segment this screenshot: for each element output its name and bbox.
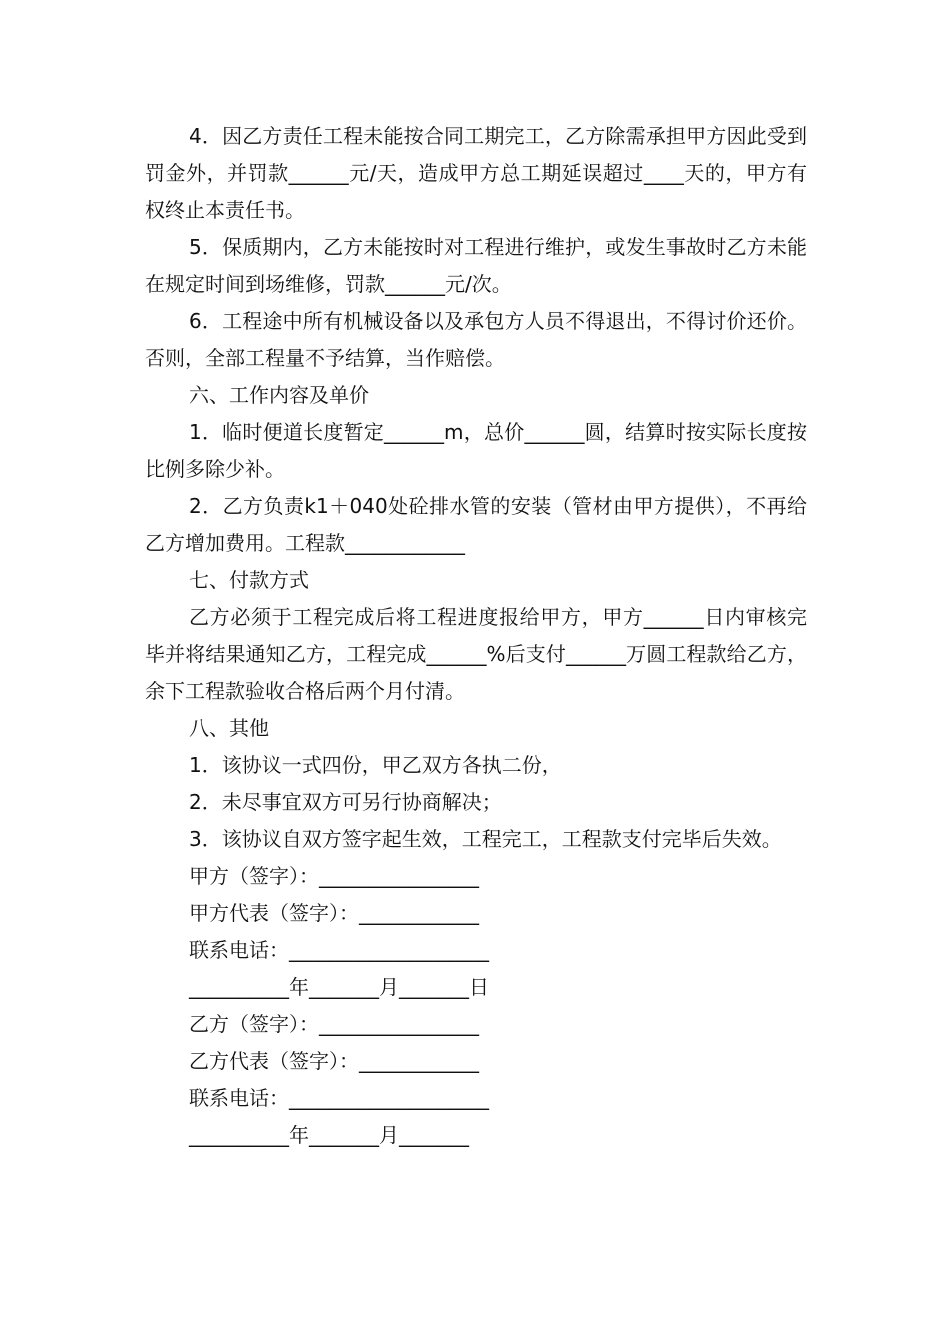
party-b-signature-line: 乙方（签字）：________________ <box>189 1012 479 1036</box>
party-b-phone-line: 联系电话：____________________ <box>189 1086 489 1110</box>
party-a-date-line: __________年_______月_______日 <box>189 975 489 999</box>
clause-6-no-withdrawal: 6．工程途中所有机械设备以及承包方人员不得退出，不得讨价还价。否则，全部工程量不予结算，当作赔偿。 <box>145 309 807 370</box>
party-a-phone-line: 联系电话：____________________ <box>189 938 489 962</box>
work-item-2-drainage-pipe: 2．乙方负责k1＋040处砼排水管的安装（管材由甲方提供），不再给乙方增加费用。工程款____________ <box>145 494 807 555</box>
document-page <box>145 118 807 1154</box>
section-heading-payment: 七、付款方式 <box>189 568 309 592</box>
other-item-2-negotiation: 2．未尽事宜双方可另行协商解决； <box>189 790 502 814</box>
work-item-1-temporary-road: 1．临时便道长度暂定______m，总价______圆，结算时按实际长度按比例多除少补。 <box>145 420 807 481</box>
party-b-date-line: __________年_______月_______ <box>189 1123 469 1147</box>
party-a-representative-line: 甲方代表（签字）：____________ <box>189 901 479 925</box>
payment-terms-paragraph: 乙方必须于工程完成后将工程进度报给甲方，甲方______日内审核完毕并将结果通知乙方，工程完成______%后支付______万圆工程款给乙方，余下工程款验收合格后两个月付清。 <box>145 605 807 703</box>
section-heading-other: 八、其他 <box>189 716 269 740</box>
clause-4-penalty-delay: 4．因乙方责任工程未能按合同工期完工，乙方除需承担甲方因此受到罚金外，并罚款______元/天，造成甲方总工期延误超过____天的，甲方有权终止本责任书。 <box>145 124 807 222</box>
party-b-representative-line: 乙方代表（签字）：____________ <box>189 1049 479 1073</box>
other-item-3-validity: 3．该协议自双方签字起生效，工程完工，工程款支付完毕后失效。 <box>189 827 782 851</box>
clause-5-warranty-penalty: 5．保质期内，乙方未能按时对工程进行维护，或发生事故时乙方未能在规定时间到场维修，罚款______元/次。 <box>145 235 807 296</box>
party-a-signature-line: 甲方（签字）：________________ <box>189 864 479 888</box>
section-heading-work-content: 六、工作内容及单价 <box>189 383 369 407</box>
other-item-1-copies: 1．该协议一式四份，甲乙双方各执二份， <box>189 753 562 777</box>
